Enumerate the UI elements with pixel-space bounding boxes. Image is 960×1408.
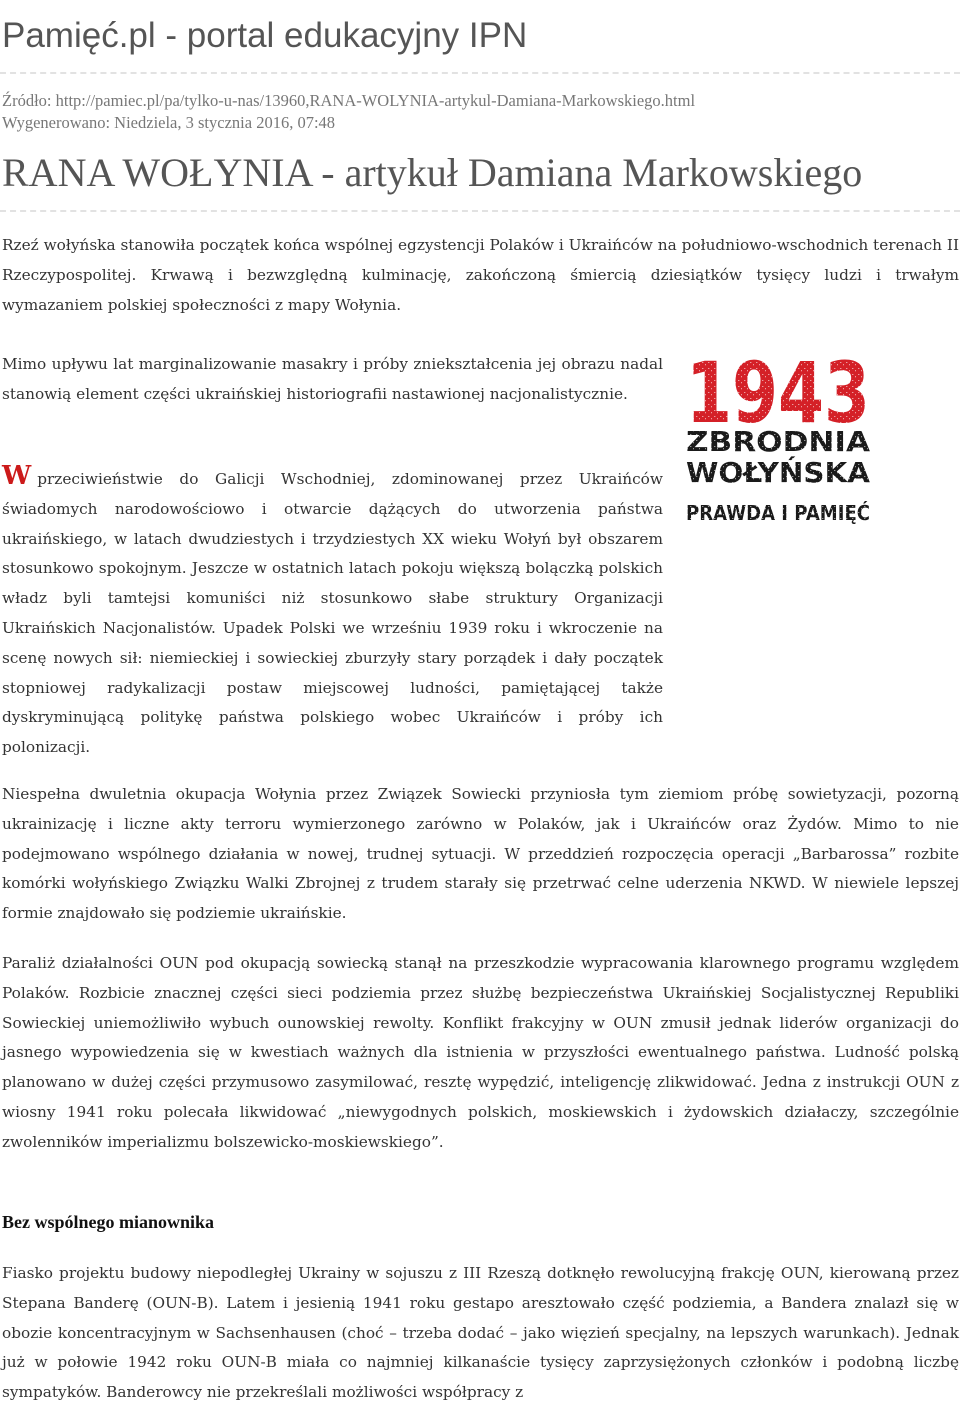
section-heading: Bez wspólnego mianownika: [2, 1212, 215, 1232]
article-paragraph-3: Niespełna dwuletnia okupacja Wołynia przez Związek Sowiecki przyniosła tym ziemiom próbę sowietyzacji, pozorną ukrainizację i liczne akty terroru wymierzonego zarówno w Polaków, jak i Ukraińców oraz Żydów. Mimo to nie podejmowano wspólnego działania w nowej, trudnej sytuacji. W przeddzień rozpoczęcia operacji „Barbarossa” rozbite komórki wołyńskiego Związku Walki Zbrojnej z trudem starały się przetrwać celne uderzenia NKWD. W niewiele lepszej formie znajdowało się podziemie ukraińskie.: [2, 785, 959, 923]
drop-cap: W: [2, 461, 32, 491]
generated-date: Wygenerowano: Niedziela, 3 stycznia 2016, 07:48: [2, 113, 336, 132]
site-title: Pamięć.pl - portal edukacyjny IPN: [2, 16, 528, 55]
article-paragraph-2-text: przeciwieństwie do Galicji Wschodniej, zdominowanej przez Ukraińców świadomych narodowościowo i otwarcie dążących do utworzenia państwa ukraińskiego, w latach dwudziestych i trzydziestych XX wieku Wołyń był obszarem stosunkowo spokojnym. Jeszcze w ostatnich latach pokoju większą bolączką polskich władz byli tamtejsi komuniści niż stosunkowo słabe struktury Organizacji Ukraińskich Nacjonalistów. Upadek Polski we wrześniu 1939 roku i wkroczenie na scenę nowych sił: niemieckiej i sowieckiej zburzyły stary porządek i dały początek stopniowej radykalizacji postaw miejscowej ludności, pamiętającej także dyskryminującą politykę państwa polskiego wobec Ukraińców i próby ich polonizacji.: [2, 470, 663, 757]
article-paragraph-5: Fiasko projektu budowy niepodległej Ukrainy w sojuszu z III Rzeszą dotknęło rewolucyjną frakcję OUN, kierowaną przez Stepana Banderę (OUN-B). Latem i jesienią 1941 roku gestapo aresztowało część podziemia, a Bandera znalazł się w obozie koncentracyjnym w Sachsenhausen (choć – trzeba dodać – jako więzień specjalny, na lepszych warunkach). Jednak już w połowie 1942 roku OUN-B miała co najmniej kilkanaście tysięcy zaprzysiężonych członków i podobną liczbę sympatyków. Banderowcy nie przekreślali możliwości współpracy z: [2, 1264, 959, 1402]
title-divider: [0, 210, 960, 212]
article-title: RANA WOŁYNIA - artykuł Damiana Markowskiego: [2, 150, 863, 195]
header-divider: [0, 72, 960, 74]
article-paragraph-2: [2, 461, 663, 763]
wolyn-1943-poster-image: [683, 336, 873, 526]
article-paragraph-1: Mimo upływu lat marginalizowanie masakry i próby zniekształcenia jej obrazu nadal stanowią element części ukraińskiej historiografii nastawionej nacjonalistycznie.: [2, 355, 663, 403]
article-lead: Rzeź wołyńska stanowiła początek końca wspólnej egzystencji Polaków i Ukraińców na południowo-wschodnich terenach II Rzeczypospolitej. Krwawą i bezwzględną kulminację, zakończoną śmiercią dziesiątków tysięcy ludzi i trwałym wymazaniem polskiej społeczności z mapy Wołynia.: [2, 236, 959, 314]
article-paragraph-4: Paraliż działalności OUN pod okupacją sowiecką stanął na przeszkodzie wypracowania klarownego programu względem Polaków. Rozbicie znacznej części sieci podziemia przez służbę bezpieczeństwa Ukraińskiej Socjalistycznej Republiki Sowieckiej uniemożliwiło wybuch ounowskiej rewolty. Konflikt frakcyjny w OUN zmusił jednak liderów organizacji do jasnego wypowiedzenia się w kwestiach ważnych dla istnienia w przyszłości ewentualnego państwa. Ludność polską planowano w dużej części przymusowo zasymilować, resztę wypędzić, inteligencję zlikwidować. Jedna z instrukcji OUN z wiosny 1941 roku polecała likwidować „niewygodnych polskich, moskiewskich i żydowskich działaczy, szczególnie zwolenników imperializmu bolszewicko-moskiewskiego”.: [2, 954, 959, 1151]
source-url: Źródło: http://pamiec.pl/pa/tylko-u-nas/13960,RANA-WOLYNIA-artykul-Damiana-Markowskiego.html: [2, 91, 696, 110]
